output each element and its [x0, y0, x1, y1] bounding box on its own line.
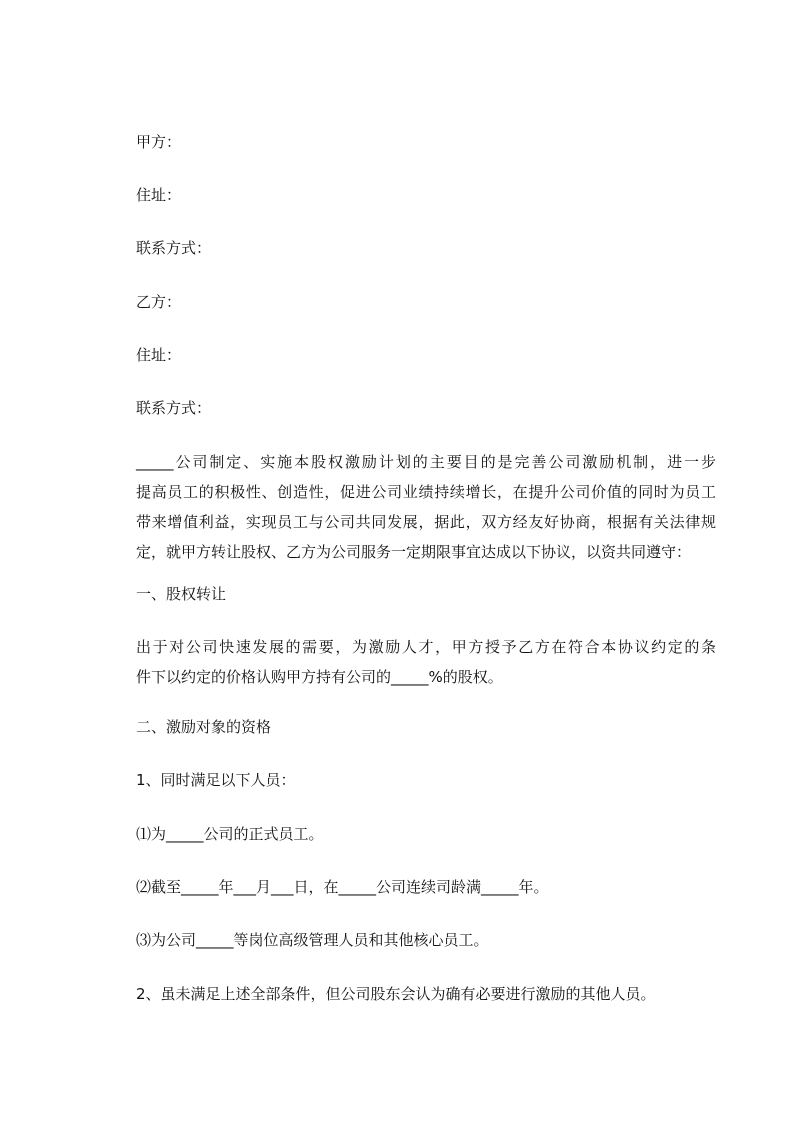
party-a-label: 甲方： — [136, 133, 182, 151]
party-a-contact: 联系方式： — [136, 239, 212, 257]
section2-sub2: ⑵截至_____年___月___日，在_____公司连续司龄满_____年。 — [136, 878, 549, 896]
party-b-address: 住址： — [136, 346, 182, 364]
intro-line: 带来增值利益，实现员工与公司共同发展，据此，双方经友好协商，根据有关法律规 — [136, 513, 716, 531]
section2-sub3: ⑶为公司_____等岗位高级管理人员和其他核心员工。 — [136, 931, 489, 949]
section1-line: 件下以约定的价格认购甲方持有公司的_____%的股权。 — [136, 668, 503, 686]
party-b-contact: 联系方式： — [136, 399, 212, 417]
intro-line: _____公司制定、实施本股权激励计划的主要目的是完善公司激励机制，进一步 — [136, 453, 716, 471]
intro-line: 提高员工的积极性、创造性，促进公司业绩持续增长，在提升公司价值的同时为员工 — [136, 483, 716, 501]
section1-paragraph — [136, 632, 716, 692]
section2-sub1: ⑴为_____公司的正式员工。 — [136, 825, 324, 843]
intro-paragraph — [136, 447, 716, 567]
section1-heading: 一、股权转让 — [136, 585, 227, 603]
section2-item2: 2、虽未满足上述全部条件，但公司股东会认为确有必要进行激励的其他人员。 — [136, 985, 656, 1003]
party-b-label: 乙方： — [136, 293, 182, 311]
section2-heading: 二、激励对象的资格 — [136, 718, 272, 736]
section1-line: 出于对公司快速发展的需要，为激励人才，甲方授予乙方在符合本协议约定的条 — [136, 638, 716, 656]
section2-item1: 1、同时满足以下人员： — [136, 771, 296, 789]
intro-line: 定，就甲方转让股权、乙方为公司服务一定期限事宜达成以下协议，以资共同遵守： — [136, 543, 692, 561]
party-a-address: 住址： — [136, 186, 182, 204]
